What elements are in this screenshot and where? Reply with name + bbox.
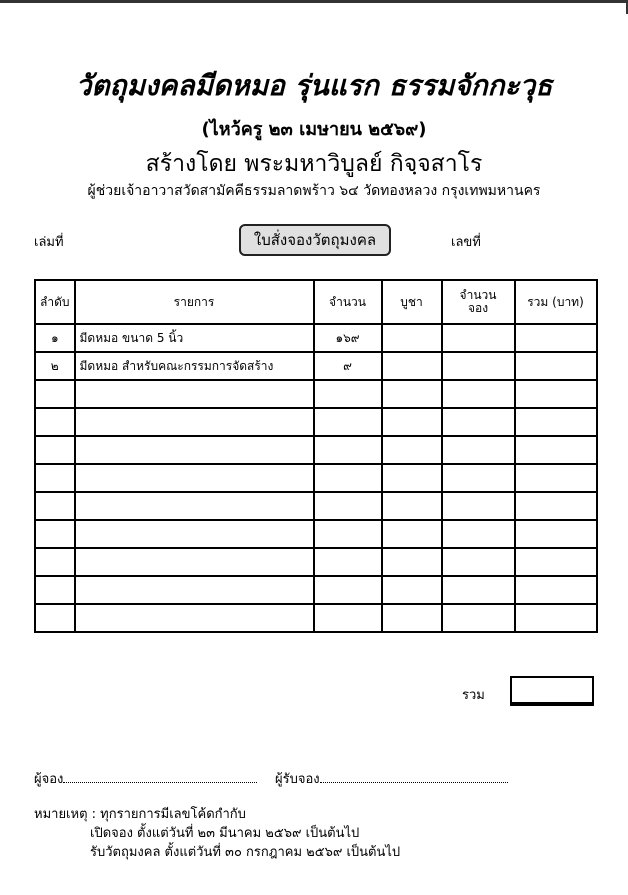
- table-row: [35, 324, 597, 352]
- book-number-label: เล่มที่: [34, 235, 64, 250]
- cell-reserved[interactable]: [442, 380, 515, 408]
- cell-order[interactable]: [35, 548, 75, 576]
- remarks: [34, 805, 400, 862]
- cell-item[interactable]: [75, 548, 314, 576]
- cell-reserved[interactable]: [442, 436, 515, 464]
- cell-quantity[interactable]: ๑๖๙: [314, 324, 382, 352]
- cell-item[interactable]: [75, 464, 314, 492]
- cell-donation[interactable]: [382, 548, 442, 576]
- cell-total[interactable]: [515, 408, 597, 436]
- cell-donation[interactable]: [382, 436, 442, 464]
- cell-total[interactable]: [515, 492, 597, 520]
- header-item: รายการ: [75, 280, 314, 324]
- header-donation: บูชา: [382, 280, 442, 324]
- cell-order[interactable]: [35, 492, 75, 520]
- table-row: [35, 436, 597, 464]
- cell-item[interactable]: [75, 408, 314, 436]
- cell-order[interactable]: [35, 464, 75, 492]
- cell-reserved[interactable]: [442, 408, 515, 436]
- table-row: [35, 380, 597, 408]
- header-reserved-quantity: จำนวน จอง: [442, 280, 515, 324]
- cell-total[interactable]: [515, 520, 597, 548]
- remarks-open-date: เปิดจอง ตั้งแต่วันที่ ๒๓ มีนาคม ๒๕๖๙ เป็นต้นไป: [90, 826, 360, 841]
- cell-reserved[interactable]: [442, 492, 515, 520]
- cell-order[interactable]: ๒: [35, 352, 75, 380]
- cell-quantity[interactable]: [314, 548, 382, 576]
- cell-total[interactable]: [515, 548, 597, 576]
- receiver-signature-line[interactable]: [320, 771, 508, 783]
- cell-reserved[interactable]: [442, 324, 515, 352]
- form-number-label: เลขที่: [451, 235, 481, 250]
- top-border: [0, 0, 628, 3]
- creator-line: สร้างโดย พระมหาวิบูลย์ กิจฺจสาโร: [145, 151, 483, 177]
- cell-order[interactable]: [35, 520, 75, 548]
- cell-total[interactable]: [515, 576, 597, 604]
- cell-reserved[interactable]: [442, 352, 515, 380]
- cell-quantity[interactable]: [314, 520, 382, 548]
- cell-order[interactable]: [35, 576, 75, 604]
- cell-quantity[interactable]: [314, 408, 382, 436]
- table-row: [35, 464, 597, 492]
- cell-reserved[interactable]: [442, 464, 515, 492]
- cell-item[interactable]: มีดหมอ สำหรับคณะกรรมการจัดสร้าง: [75, 352, 314, 380]
- cell-donation[interactable]: [382, 492, 442, 520]
- cell-quantity[interactable]: [314, 464, 382, 492]
- cell-quantity[interactable]: [314, 604, 382, 632]
- receiver-label: ผู้รับจอง: [275, 772, 320, 787]
- table-row: [35, 520, 597, 548]
- receiver-signature: [275, 768, 508, 789]
- cell-total[interactable]: [515, 380, 597, 408]
- cell-item[interactable]: [75, 576, 314, 604]
- cell-quantity[interactable]: [314, 492, 382, 520]
- cell-item[interactable]: มีดหมอ ขนาด 5 นิ้ว: [75, 324, 314, 352]
- cell-quantity[interactable]: [314, 576, 382, 604]
- cell-donation[interactable]: [382, 576, 442, 604]
- cell-item[interactable]: [75, 436, 314, 464]
- document-subtitle: (ไหว้ครู ๒๓ เมษายน ๒๕๖๙): [201, 119, 427, 140]
- cell-order[interactable]: [35, 408, 75, 436]
- cell-donation[interactable]: [382, 324, 442, 352]
- position-line: ผู้ช่วยเจ้าอาวาสวัดสามัคคีธรรมลาดพร้าว ๖๔ วัดทองหลวง กรุงเทพมหานคร: [87, 183, 541, 199]
- table-row: [35, 492, 597, 520]
- form-title-badge: ใบสั่งจองวัตถุมงคล: [239, 224, 391, 256]
- cell-order[interactable]: [35, 380, 75, 408]
- cell-total[interactable]: [515, 324, 597, 352]
- cell-item[interactable]: [75, 520, 314, 548]
- document-title: วัตถุมงคลมีดหมอ รุ่นแรก ธรรมจักกะวุธ: [75, 69, 553, 102]
- cell-item[interactable]: [75, 604, 314, 632]
- cell-order[interactable]: [35, 436, 75, 464]
- table-row: [35, 408, 597, 436]
- cell-item[interactable]: [75, 380, 314, 408]
- cell-donation[interactable]: [382, 464, 442, 492]
- cell-donation[interactable]: [382, 352, 442, 380]
- cell-quantity[interactable]: ๙: [314, 352, 382, 380]
- cell-reserved[interactable]: [442, 576, 515, 604]
- orderer-signature-line[interactable]: [63, 771, 257, 783]
- table-row: [35, 604, 597, 632]
- cell-item[interactable]: [75, 492, 314, 520]
- table-row: [35, 548, 597, 576]
- cell-order[interactable]: ๑: [35, 324, 75, 352]
- table-body: [35, 324, 597, 632]
- orderer-signature: [34, 768, 257, 789]
- orderer-label: ผู้จอง: [34, 772, 64, 787]
- remarks-label: หมายเหตุ : ทุกรายการมีเลขโค้ดกำกับ: [34, 807, 246, 822]
- cell-donation[interactable]: [382, 604, 442, 632]
- cell-donation[interactable]: [382, 380, 442, 408]
- remarks-pickup-date: รับวัตถุมงคล ตั้งแต่วันที่ ๓๐ กรกฎาคม ๒๕๖๙ เป็นต้นไป: [90, 845, 401, 860]
- total-label: รวม: [462, 688, 485, 703]
- order-table: [34, 279, 598, 633]
- cell-reserved[interactable]: [442, 604, 515, 632]
- table-row: [35, 576, 597, 604]
- cell-donation[interactable]: [382, 520, 442, 548]
- cell-total[interactable]: [515, 464, 597, 492]
- cell-reserved[interactable]: [442, 520, 515, 548]
- cell-total[interactable]: [515, 352, 597, 380]
- header-quantity: จำนวน: [314, 280, 382, 324]
- header-order: ลำดับ: [35, 280, 75, 324]
- cell-quantity[interactable]: [314, 380, 382, 408]
- table-row: [35, 352, 597, 380]
- cell-total[interactable]: [515, 604, 597, 632]
- cell-reserved[interactable]: [442, 548, 515, 576]
- header-total-baht: รวม (บาท): [515, 280, 597, 324]
- cell-quantity[interactable]: [314, 436, 382, 464]
- table-header-row: [35, 280, 597, 324]
- total-value-box[interactable]: [510, 676, 594, 706]
- cell-total[interactable]: [515, 436, 597, 464]
- cell-order[interactable]: [35, 604, 75, 632]
- cell-donation[interactable]: [382, 408, 442, 436]
